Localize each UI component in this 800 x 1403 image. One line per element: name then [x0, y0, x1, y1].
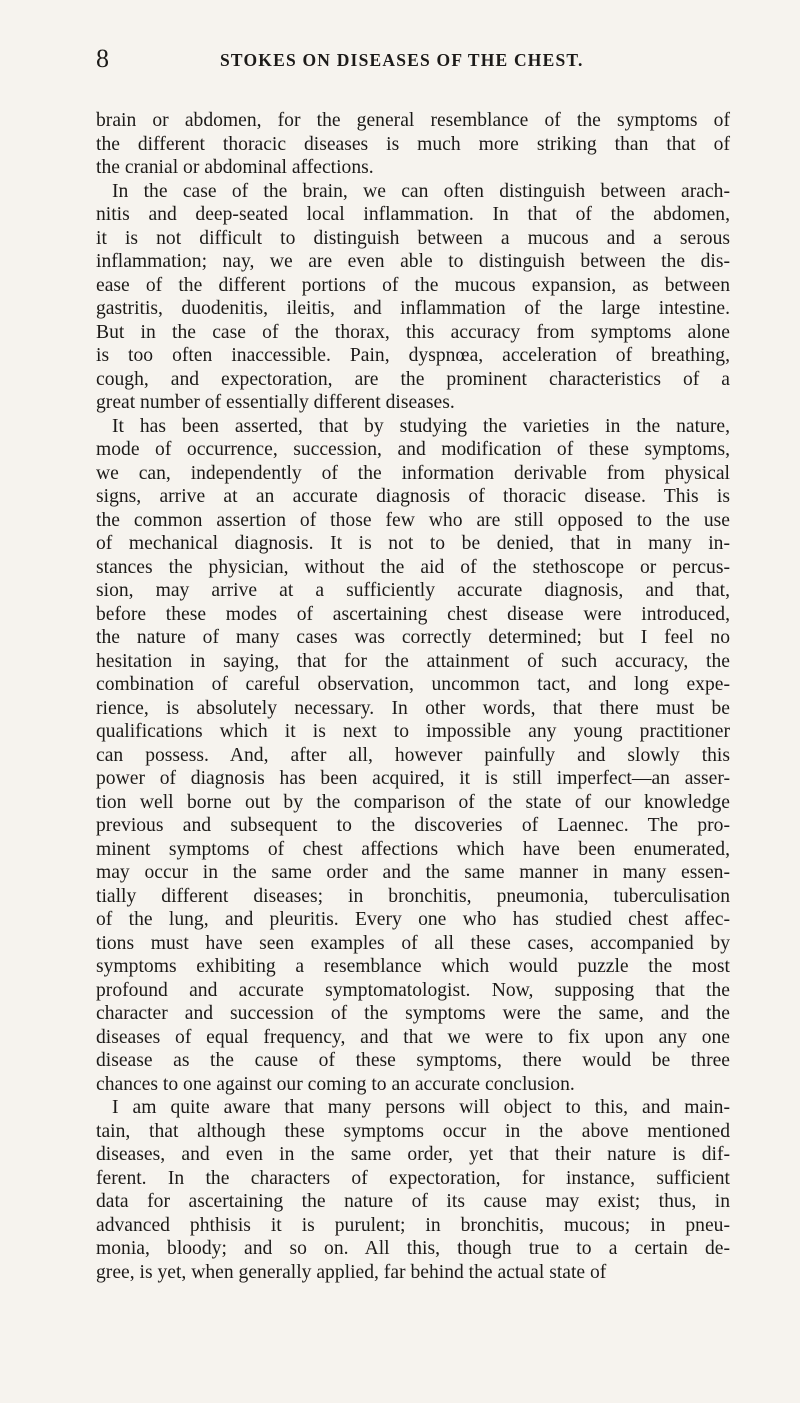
paragraph-start-line: It has been asserted, that by studying the varieties in the nature, — [112, 415, 730, 437]
text-line: gastritis, duodenitis, ileitis, and inflammation of the large intestine. — [96, 298, 730, 319]
text-line: rience, is absolutely necessary. In other words, that there must be — [96, 697, 730, 719]
text-line: character and succession of the symptoms were the same, and the — [96, 1003, 730, 1024]
text-line: the nature of many cases was correctly determined; but I feel no — [96, 627, 730, 648]
text-line: gree, is yet, when generally applied, far behind the actual state of — [96, 1261, 607, 1283]
text-line: of the lung, and pleuritis. Every one who has studied chest affec- — [96, 909, 730, 930]
text-line: we can, independently of the information derivable from physical — [96, 462, 730, 484]
text-line: chances to one against our coming to an accurate conclusion. — [96, 1073, 575, 1095]
text-line: can possess. And, after all, however painfully and slowly this — [96, 744, 730, 766]
text-line: stances the physician, without the aid of the stethoscope or percus- — [96, 556, 730, 578]
text-line: the common assertion of those few who are still opposed to the use — [96, 509, 730, 531]
text-line: is too often inaccessible. Pain, dyspnœa, acceleration of breathing, — [96, 345, 730, 366]
text-line: inflammation; nay, we are even able to distinguish between the dis- — [96, 251, 730, 272]
text-line: combination of careful observation, uncommon tact, and long expe- — [96, 674, 730, 695]
text-line: brain or abdomen, for the general resemblance of the symptoms of — [96, 110, 730, 131]
text-line: sion, may arrive at a sufficiently accurate diagnosis, and that, — [96, 580, 730, 601]
text-line: previous and subsequent to the discoveries of Laennec. The pro- — [96, 815, 730, 836]
text-line: diseases, and even in the same order, yet that their nature is dif- — [96, 1144, 730, 1165]
paragraph-start-line: I am quite aware that many persons will object to this, and main- — [112, 1097, 730, 1118]
text-line: great number of essentially different diseases. — [96, 392, 455, 413]
text-line: power of diagnosis has been acquired, it is still imperfect—an asser- — [96, 768, 730, 789]
text-line: symptoms exhibiting a resemblance which would puzzle the most — [96, 956, 730, 977]
text-line: before these modes of ascertaining chest disease were introduced, — [96, 603, 730, 625]
text-line: mode of occurrence, succession, and modification of these symptoms, — [96, 439, 730, 460]
text-line: tain, that although these symptoms occur in the above mentioned — [96, 1120, 730, 1142]
text-line: it is not difficult to distinguish between a mucous and a serous — [96, 227, 730, 249]
running-head: STOKES ON DISEASES OF THE CHEST. — [220, 50, 584, 70]
text-line: hesitation in saying, that for the attainment of such accuracy, the — [96, 650, 730, 672]
text-line: But in the case of the thorax, this accuracy from symptoms alone — [96, 321, 730, 343]
paragraph-start-line: In the case of the brain, we can often distinguish between arach- — [112, 180, 730, 202]
page-number: 8 — [96, 44, 109, 73]
text-line: qualifications which it is next to impossible any young practitioner — [96, 721, 730, 742]
text-line: advanced phthisis it is purulent; in bronchitis, mucous; in pneu- — [96, 1214, 730, 1236]
text-line: disease as the cause of these symptoms, there would be three — [96, 1050, 730, 1071]
text-line: minent symptoms of chest affections which have been enumerated, — [96, 838, 730, 860]
text-line: signs, arrive at an accurate diagnosis of thoracic disease. This is — [96, 486, 730, 507]
text-line: the cranial or abdominal affections. — [96, 157, 374, 178]
text-line: cough, and expectoration, are the prominent characteristics of a — [96, 368, 730, 390]
text-line: diseases of equal frequency, and that we were to fix upon any one — [96, 1026, 730, 1048]
text-line: the different thoracic diseases is much more striking than that of — [96, 133, 730, 155]
text-line: may occur in the same order and the same manner in many essen- — [96, 862, 730, 883]
body-text — [96, 109, 730, 1284]
text-line: tion well borne out by the comparison of the state of our knowledge — [96, 791, 730, 813]
text-line: data for ascertaining the nature of its cause may exist; thus, in — [96, 1191, 730, 1212]
text-line: ferent. In the characters of expectoration, for instance, sufficient — [96, 1167, 730, 1189]
text-line: tions must have seen examples of all these cases, accompanied by — [96, 932, 730, 954]
text-line: tially different diseases; in bronchitis, pneumonia, tuberculisation — [96, 885, 730, 907]
text-line: ease of the different portions of the mucous expansion, as between — [96, 274, 730, 296]
text-line: profound and accurate symptomatologist. Now, supposing that the — [96, 979, 730, 1001]
page-header — [96, 44, 730, 74]
text-line: of mechanical diagnosis. It is not to be denied, that in many in- — [96, 533, 730, 554]
text-line: nitis and deep-seated local inflammation. In that of the abdomen, — [96, 204, 730, 225]
text-line: monia, bloody; and so on. All this, though true to a certain de- — [96, 1238, 730, 1259]
